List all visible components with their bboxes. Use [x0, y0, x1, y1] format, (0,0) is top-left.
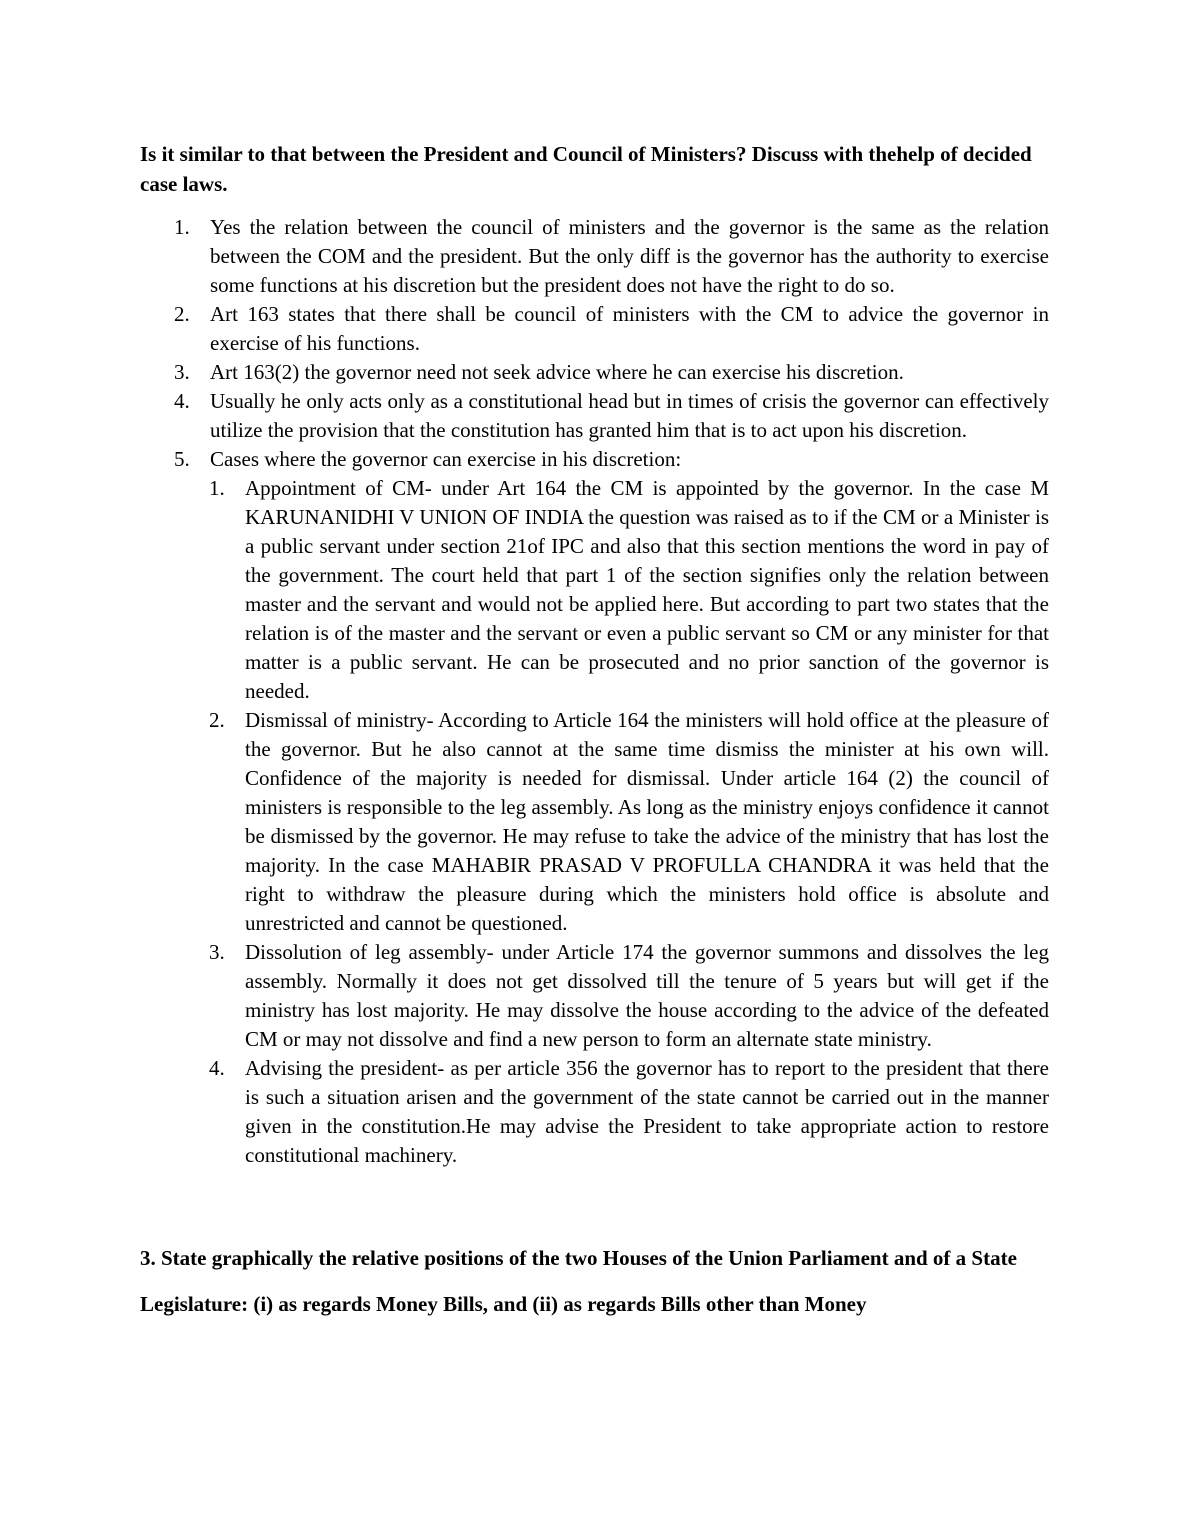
sub-list-item	[209, 706, 1049, 938]
sub-list-item	[209, 474, 1049, 706]
list-item-number: 3.	[174, 360, 190, 384]
list-item-text: Art 163 states that there shall be council of ministers with the CM to advice the governor in exercise of his functions.	[210, 302, 1049, 355]
sub-list-item-text: Advising the president- as per article 356 the governor has to report to the president that there is such a situation arisen and the government of the state cannot be carried out in the manner given in the constitution.He may advise the President to take appropriate action to restore constitutional machinery.	[245, 1056, 1049, 1167]
discretion-cases-list	[210, 474, 1049, 1170]
sub-list-item-number: 2.	[209, 708, 225, 732]
sub-list-item-number: 4.	[209, 1056, 225, 1080]
sub-list-item-text: Dissolution of leg assembly- under Article 174 the governor summons and dissolves the leg assembly. Normally it does not get dissolved till the tenure of 5 years but will get if the ministry has lost majority. He may dissolve the house according to the advice of the defeated CM or may not dissolve and find a new person to form an alternate state ministry.	[245, 940, 1049, 1051]
list-item	[174, 445, 1049, 1170]
question-heading: Is it similar to that between the President and Council of Ministers? Discuss with thehelp of decided case laws.	[140, 142, 1032, 196]
list-item	[174, 387, 1049, 445]
list-item-number: 5.	[174, 447, 190, 471]
list-item-text: Art 163(2) the governor need not seek advice where he can exercise his discretion.	[210, 360, 904, 384]
list-item-text: Yes the relation between the council of ministers and the governor is the same as the relation between the COM and the president. But the only diff is the governor has the authority to exercise some functions at his discretion but the president does not have the right to do so.	[210, 215, 1049, 297]
sub-list-item	[209, 1054, 1049, 1170]
list-item-text: Cases where the governor can exercise in his discretion:	[210, 447, 682, 471]
list-item	[174, 213, 1049, 300]
sub-list-item	[209, 938, 1049, 1054]
list-item-number: 2.	[174, 302, 190, 326]
list-item-number: 4.	[174, 389, 190, 413]
document-page	[140, 139, 1049, 1327]
list-item-number: 1.	[174, 215, 190, 239]
answer-list	[140, 213, 1049, 1170]
list-item	[174, 300, 1049, 358]
question-3-heading: 3. State graphically the relative positions of the two Houses of the Union Parliament and of a State Legislature: (i) as regards Money Bills, and (ii) as regards Bills other than Money	[140, 1246, 1017, 1316]
list-item-text: Usually he only acts only as a constitutional head but in times of crisis the governor can effectively utilize the provision that the constitution has granted him that is to act upon his discretion.	[210, 389, 1049, 442]
sub-list-item-text: Appointment of CM- under Art 164 the CM is appointed by the governor. In the case M KARUNANIDHI V UNION OF INDIA the question was raised as to if the CM or a Minister is a public servant under section 21of IPC and also that this section mentions the word in pay of the government. The court held that part 1 of the section signifies only the relation between master and the servant and would not be applied here. But according to part two states that the relation is of the master and the servant or even a public servant so CM or any minister for that matter is a public servant. He can be prosecuted and no prior sanction of the governor is needed.	[245, 476, 1049, 703]
sub-list-item-number: 1.	[209, 476, 225, 500]
sub-list-item-number: 3.	[209, 940, 225, 964]
sub-list-item-text: Dismissal of ministry- According to Article 164 the ministers will hold office at the pleasure of the governor. But he also cannot at the same time dismiss the minister at his own will. Confidence of the majority is needed for dismissal. Under article 164 (2) the council of ministers is responsible to the leg assembly. As long as the ministry enjoys confidence it cannot be dismissed by the governor. He may refuse to take the advice of the ministry that has lost the majority. In the case MAHABIR PRASAD V PROFULLA CHANDRA it was held that the right to withdraw the pleasure during which the ministers hold office is absolute and unrestricted and cannot be questioned.	[245, 708, 1049, 935]
list-item	[174, 358, 1049, 387]
